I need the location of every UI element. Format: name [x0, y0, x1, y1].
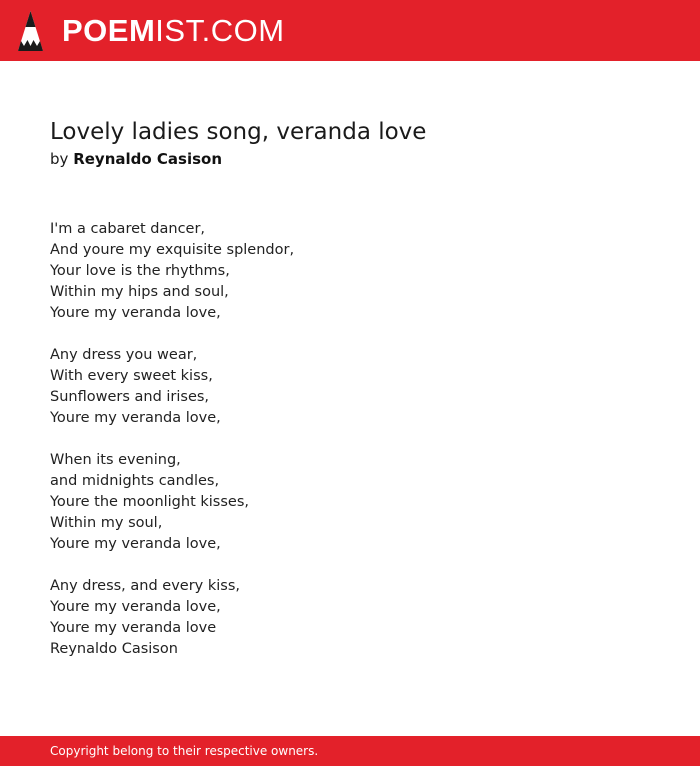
poem-line: And youre my exquisite splendor, [50, 242, 295, 258]
poem-line: I'm a cabaret dancer, [50, 221, 206, 237]
poem-line: When its evening, [50, 452, 181, 468]
poem-line: Sunflowers and irises, [50, 389, 210, 405]
poem-line: Your love is the rhythms, [50, 263, 230, 279]
pencil-tip-icon [18, 11, 43, 51]
stanza [50, 450, 650, 555]
poem-content [50, 118, 650, 681]
poem-line: Youre my veranda love, [50, 305, 221, 321]
by-label: by [50, 150, 69, 168]
stanza [50, 345, 650, 429]
stanza [50, 219, 650, 324]
site-logo-link[interactable] [18, 11, 285, 51]
poem-line: With every sweet kiss, [50, 368, 213, 384]
poem-line: Within my hips and soul, [50, 284, 229, 300]
logo-text-bold: POEM [62, 13, 156, 48]
poem-line: Youre my veranda love, [50, 599, 221, 615]
logo-text-light: IST.COM [155, 13, 285, 48]
poem-title: Lovely ladies song, veranda love [50, 119, 427, 145]
author-name: Reynaldo Casison [73, 150, 223, 168]
poem-line: Any dress you wear, [50, 347, 198, 363]
poem-line: Any dress, and every kiss, [50, 578, 241, 594]
site-footer [0, 736, 700, 766]
site-logo-text [62, 15, 285, 46]
poem-line: Reynaldo Casison [50, 641, 178, 657]
poem-line: and midnights candles, [50, 473, 220, 489]
poem-line: Youre my veranda love, [50, 410, 221, 426]
stanza [50, 576, 650, 660]
poem-line: Within my soul, [50, 515, 163, 531]
poem-line: Youre the moonlight kisses, [50, 494, 249, 510]
poem-line: Youre my veranda love, [50, 536, 221, 552]
poem-line: Youre my veranda love [50, 620, 217, 636]
poem-body [50, 219, 650, 660]
site-header [0, 0, 700, 61]
copyright-text: Copyright belong to their respective owners. [50, 744, 319, 758]
poem-byline [50, 149, 650, 169]
